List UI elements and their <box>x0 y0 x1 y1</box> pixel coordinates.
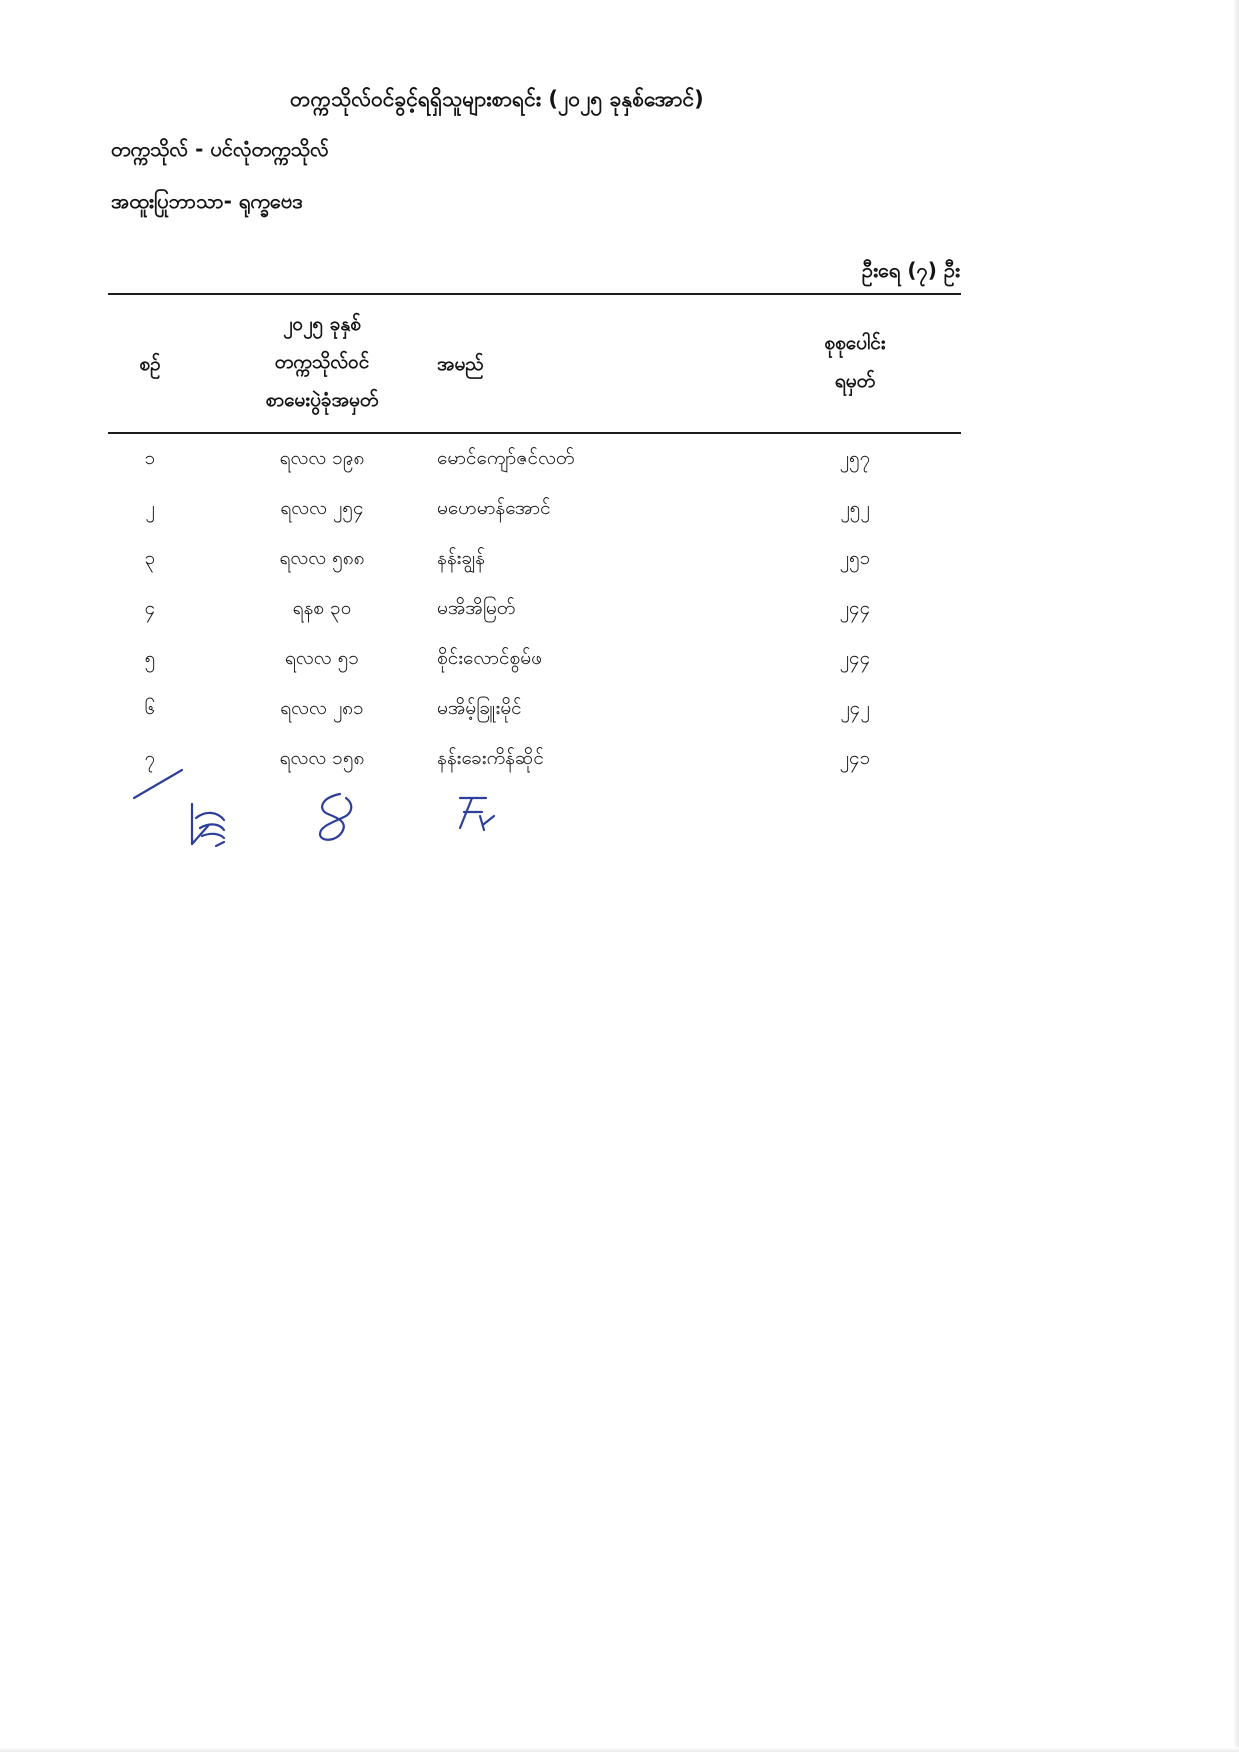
table-top-rule <box>108 293 961 295</box>
cell-roll-number: ရလလ ၂၅၄ <box>280 497 364 519</box>
cell-total-marks: ၂၄၄ <box>839 647 871 669</box>
table-body <box>108 438 961 788</box>
table-row <box>108 488 961 538</box>
cell-serial-no: ၁ <box>144 447 156 469</box>
header-marks-line-1: စုစုပေါင်း <box>824 332 886 354</box>
table-row <box>108 588 961 638</box>
table-row <box>108 638 961 688</box>
cell-roll-number: ရလလ ၅၈၈ <box>279 547 365 569</box>
table-row <box>108 688 961 738</box>
cell-name: မအိအိမြတ် <box>437 597 516 619</box>
cell-roll-number: ရလလ ၁၅၈ <box>279 747 365 769</box>
table-header-rule <box>108 432 961 434</box>
cell-total-marks: ၂၅၂ <box>840 497 870 519</box>
header-roll-line-1: ၂၀၂၅ ခုနှစ် <box>283 313 361 335</box>
cell-name: စိုင်းလောင်စွမ်ဖ <box>437 647 542 669</box>
header-roll-number <box>222 305 422 419</box>
cell-name: နန်းခေးကိန်ဆိုင် <box>437 747 544 769</box>
page-edge-bottom <box>0 1747 1239 1752</box>
cell-serial-no: ၃ <box>144 547 156 569</box>
cell-serial-no: ၂ <box>145 497 155 519</box>
cell-total-marks: ၂၅၇ <box>839 447 871 469</box>
header-serial-no: စဉ် <box>139 353 161 375</box>
cell-name: မအိမ့်ခြူးမိုင် <box>437 697 522 719</box>
signature-mark-2 <box>192 804 224 846</box>
cell-serial-no: ၅ <box>144 647 156 669</box>
table-row <box>108 538 961 588</box>
document-title: တက္ကသိုလ်ဝင်ခွင့်ရရှိသူများစာရင်း (၂၀၂၅ ခုနှစ်အောင်) <box>290 87 704 111</box>
table-row <box>108 438 961 488</box>
cell-serial-no: ၇ <box>144 747 156 769</box>
cell-roll-number: ရနစ ၃၀ <box>292 597 352 619</box>
cell-total-marks: ၂၄၂ <box>840 697 870 719</box>
cell-roll-number: ရလလ ၁၉၈ <box>279 447 365 469</box>
header-marks-line-2: ရမှတ် <box>834 370 876 392</box>
header-roll-line-3: စာမေးပွဲခုံအမှတ် <box>265 389 379 411</box>
signature-mark-4 <box>460 798 494 830</box>
handwritten-signatures <box>120 760 520 870</box>
cell-roll-number: ရလလ ၅၁ <box>285 647 359 669</box>
header-roll-line-2: တက္ကသိုလ်ဝင် <box>274 351 370 373</box>
student-count: ဦးရေ (၇) ဦး <box>861 258 960 282</box>
header-name: အမည် <box>437 353 484 375</box>
cell-name: မောင်ကျော်ဇင်လတ် <box>437 447 575 469</box>
cell-serial-no: ၆ <box>144 697 156 719</box>
specialty-line: အထူးပြုဘာသာ- ရုက္ခဗေဒ <box>111 189 303 213</box>
cell-total-marks: ၂၅၁ <box>839 547 871 569</box>
cell-roll-number: ရလလ ၂၈၁ <box>280 697 364 719</box>
cell-name: မဟေမာန်အောင် <box>437 497 551 519</box>
signature-mark-1 <box>134 770 182 798</box>
cell-total-marks: ၂၄၁ <box>839 747 871 769</box>
signature-mark-3 <box>320 794 351 840</box>
page-edge-right <box>1233 0 1239 1752</box>
cell-serial-no: ၄ <box>144 597 156 619</box>
cell-total-marks: ၂၄၄ <box>839 597 871 619</box>
university-line: တက္ကသိုလ် - ပင်လုံတက္ကသိုလ် <box>111 137 329 161</box>
cell-name: နန်းချွန် <box>437 547 486 569</box>
header-total-marks <box>780 324 930 400</box>
